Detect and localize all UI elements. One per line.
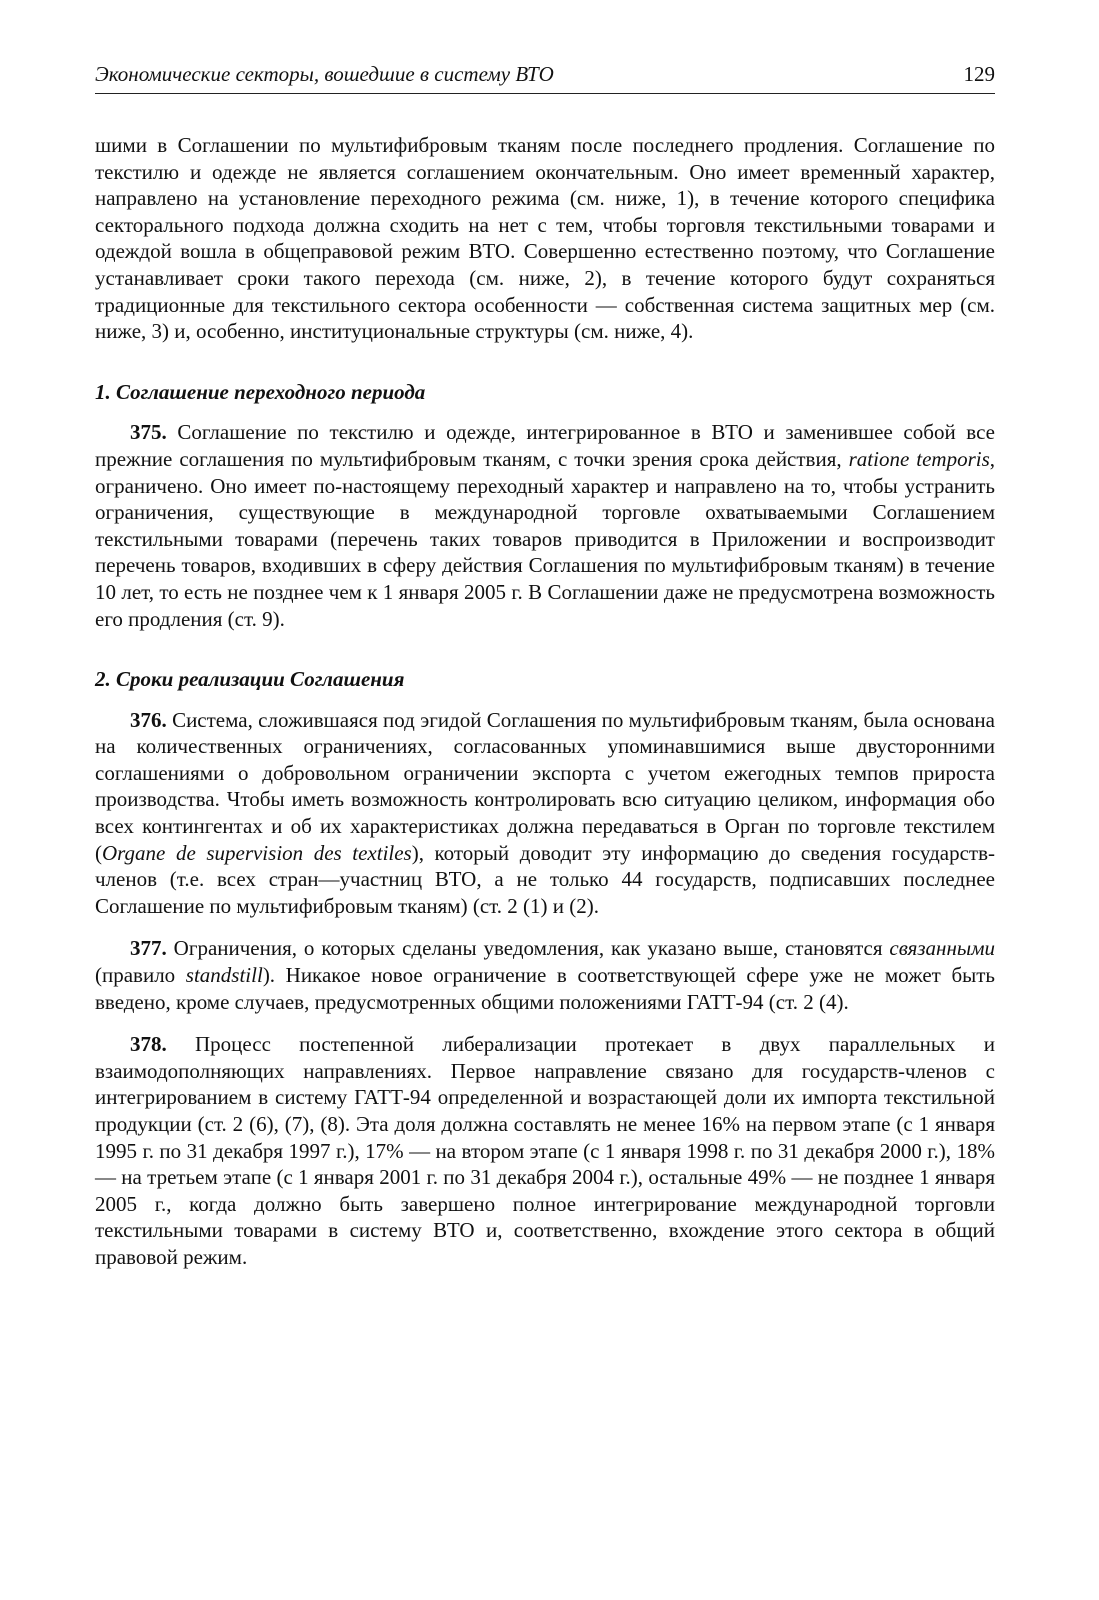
paragraph-number: 376. bbox=[130, 707, 167, 732]
running-title: Экономические секторы, вошедшие в систему ВТО bbox=[95, 62, 554, 86]
paragraph-text: , ограничено. Оно имеет по-настоящему переходный характер и направлено на то, чтобы устранить ограничения, существующие в международной торговле охватываемыми Соглашением текстильными товарами (перечень таких товаров приводится в Приложении и воспроизводит перечень товаров, входивших в сферу действия Соглашения по мультифибровым тканям) в течение 10 лет, то есть не позднее чем к 1 января 2005 г. В Соглашении даже не предусмотрена возможность его продления (ст. 9). bbox=[95, 446, 995, 631]
paragraph-number: 377. bbox=[130, 936, 167, 961]
intro-paragraph: шими в Соглашении по мультифибровым тканям после последнего продления. Соглашение по текстилю и одежде не является соглашением окончательным. Оно имеет временный характер, направлено на установление переходного режима (см. ниже, 1), в течение которого специфика секторального подхода должна сходить на нет с тем, чтобы торговля текстильными товарами и одеждой вошла в общеправовой режим ВТО. Совершенно естественно поэтому, что Соглашение устанавливает сроки такого перехода (см. ниже, 2), в течение которого будут сохраняться традиционные для текстильного сектора особенности — собственная система защитных мер (см. ниже, 3) и, особенно, институциональные структуры (см. ниже, 4). bbox=[95, 133, 995, 344]
paragraph-emphasis: ratione temporis bbox=[848, 446, 990, 471]
page-number: 129 bbox=[963, 62, 995, 86]
paragraph-emphasis: Organe de supervision des textiles bbox=[102, 840, 412, 865]
paragraph-text: ), который доводит эту информацию до сведения государств-членов (т.е. всех стран—участниц ВТО, а не только 44 государств, подписавших последнее Соглашение по мультифибровым тканям) (ст. 2 (1) и (2). bbox=[95, 840, 995, 918]
paragraph-text: Система, сложившаяся под эгидой Соглашения по мультифибровым тканям, была основана на количественных ограничениях, согласованных упоминавшимися выше двусторонними соглашениями о добровольном ограничении экспорта с учетом ежегодных темпов прироста производства. Чтобы иметь возможность контролировать всю ситуацию целиком, информация обо всех контингентах и об их характеристиках должна передаваться в Орган по торговле текстилем ( bbox=[95, 707, 995, 865]
paragraph-378 bbox=[95, 1031, 995, 1270]
paragraph-emphasis: standstill bbox=[185, 963, 263, 988]
section-heading-1: 1. Соглашение переходного периода bbox=[95, 379, 426, 404]
paragraph-text: ). Никакое новое ограничение в соответствующей сфере уже не может быть введено, кроме случаев, предусмотренных общими положениями ГАТТ-94 (ст. 2 (4). bbox=[95, 963, 995, 1014]
paragraph-376 bbox=[95, 707, 995, 920]
section-heading-2: 2. Сроки реализации Соглашения bbox=[95, 667, 405, 692]
paragraph-number: 378. bbox=[130, 1032, 167, 1057]
paragraph-377 bbox=[95, 935, 995, 1015]
paragraph-text: Процесс постепенной либерализации протекает в двух параллельных и взаимодополняющих направлениях. Первое направление связано для государств-членов с интегрированием в систему ГАТТ-94 определенной и возрастающей доли их импорта текстильной продукции (ст. 2 (6), (7), (8). Эта доля должна составлять не менее 16% на первом этапе (с 1 января 1995 г. по 31 декабря 1997 г.), 17% — на втором этапе (с 1 января 1998 г. по 31 декабря 2000 г.), 18% — на третьем этапе (с 1 января 2001 г. по 31 декабря 2004 г.), остальные 49% — не позднее 1 января 2005 г., когда должно быть завершено полное интегрирование международной торговли текстильными товарами в систему ВТО и, соответственно, вхождение этого сектора в общий правовой режим. bbox=[95, 1032, 995, 1269]
paragraph-number: 375. bbox=[130, 420, 167, 445]
page-body bbox=[95, 132, 995, 1271]
paragraph-text: Ограничения, о которых сделаны уведомления, как указано выше, становятся bbox=[166, 936, 890, 961]
paragraph-text: Соглашение по текстилю и одежде, интегрированное в ВТО и заменившее собой все прежние соглашения по мультифибровым тканям, с точки зрения срока действия, bbox=[95, 420, 995, 471]
paragraph-text: (правило bbox=[95, 963, 186, 988]
paragraph-375 bbox=[95, 419, 995, 632]
paragraph-emphasis: связанными bbox=[889, 936, 995, 961]
running-header bbox=[95, 60, 995, 94]
